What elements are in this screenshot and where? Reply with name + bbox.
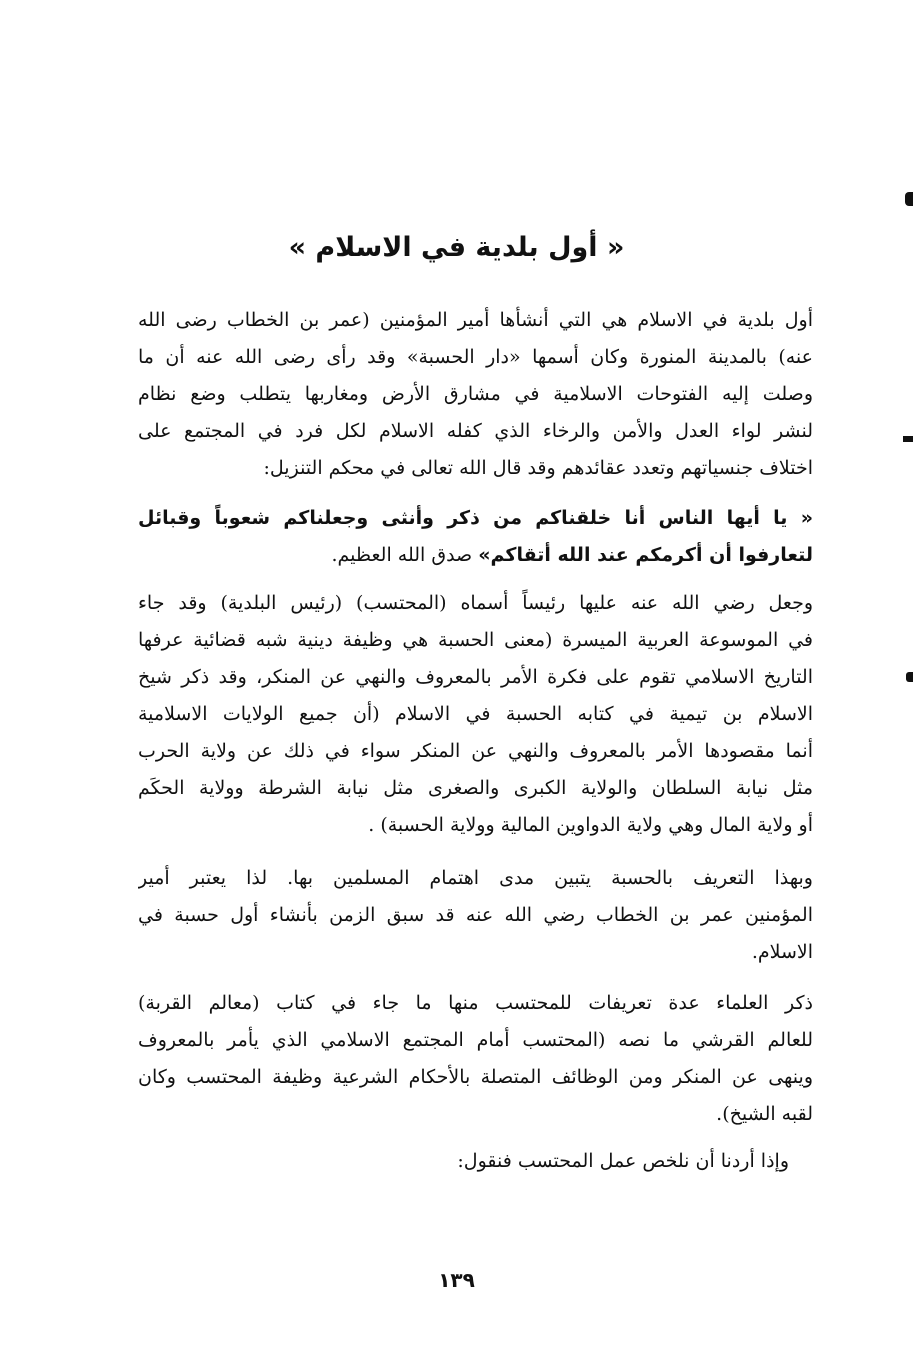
quote-line-2 xyxy=(138,537,813,574)
paragraph-1-line-4: لنشر لواء العدل والأمن والرخاء الذي كفله الاسلام لكل فرد في المجتمع على xyxy=(138,420,813,442)
paragraph-2-line-7: أو ولاية المال وهي ولاية الدواوين المالية وولاية الحسبة) . xyxy=(368,814,813,836)
scan-edge-mark-middle xyxy=(903,436,913,442)
paragraph-1-line-2: عنه) بالمدينة المنورة وكان أسمها «دار الحسبة» وقد رأى رضى الله عنه أن ما xyxy=(138,346,813,368)
paragraph-3-line-1: وبهذا التعريف بالحسبة يتبين مدى اهتمام المسلمين بها. لذا يعتبر أمير xyxy=(138,867,813,889)
paragraph-2-line-3: التاريخ الاسلامي تقوم على فكرة الأمر بالمعروف والنهي عن المنكر، وقد ذكر شيخ xyxy=(138,666,813,688)
quote-line-1: « يا أيها الناس أنا خلقناكم من ذكر وأنثى وجعلناكم شعوباً وقبائل xyxy=(138,507,813,529)
paragraph-3-line-2: المؤمنين عمر بن الخطاب رضي الله عنه قد سبق الزمن بأنشاء أول حسبة في xyxy=(138,904,813,926)
paragraph-5-line-1: وإذا أردنا أن نلخص عمل المحتسب فنقول: xyxy=(457,1150,789,1172)
paragraph-4-line-2: للعالم القرشي ما نصه (المحتسب أمام المجتمع الاسلامي الذي يأمر بالمعروف xyxy=(138,1029,813,1051)
paragraph-2-line-4: الاسلام بن تيمية في كتابه الحسبة في الاسلام (أن جميع الولايات الاسلامية xyxy=(138,703,813,725)
quran-quote xyxy=(138,500,813,574)
paragraph-2-line-6: مثل نيابة السلطان والولاية الكبرى والصغرى مثل نيابة الشرطة وولاية الحكَم xyxy=(138,777,813,799)
paragraph-2-line-2: في الموسوعة العربية الميسرة (معنى الحسبة هي وظيفة دينية شبه قضائية عرفها xyxy=(138,629,813,651)
scan-edge-mark-lower xyxy=(906,672,913,682)
scan-edge-mark-top xyxy=(905,192,913,206)
paragraph-1-line-5: اختلاف جنسياتهم وتعدد عقائدهم وقد قال الله تعالى في محكم التنزيل: xyxy=(263,457,813,479)
paragraph-4-line-4: لقبه الشيخ). xyxy=(716,1103,813,1125)
page-number: ١٣٩ xyxy=(438,1268,475,1292)
paragraph-3-line-3: الاسلام. xyxy=(751,941,813,963)
page-title: « أول بلدية في الاسلام » xyxy=(288,232,625,263)
paragraph-5 xyxy=(138,1143,813,1180)
paragraph-4 xyxy=(138,985,813,1133)
paragraph-1-line-1: أول بلدية في الاسلام هي التي أنشأها أمير المؤمنين (عمر بن الخطاب رضى الله xyxy=(138,309,813,331)
quote-line-2-bold: لتعارفوا أن أكرمكم عند الله أتقاكم» xyxy=(478,544,813,566)
paragraph-1-line-3: وصلت إليه الفتوحات الاسلامية في مشارق الأرض ومغاربها يتطلب وضع نظام xyxy=(138,383,813,405)
paragraph-4-line-1: ذكر العلماء عدة تعريفات للمحتسب منها ما جاء في كتاب (معالم القربة) xyxy=(138,992,813,1014)
paragraph-4-line-3: وينهى عن المنكر ومن الوظائف المتصلة بالأحكام الشرعية وظيفة المحتسب وكان xyxy=(138,1066,813,1088)
paragraph-2-line-5: أنما مقصودها الأمر بالمعروف والنهي عن المنكر سواء في ذلك عن ولاية الحرب xyxy=(138,740,813,762)
paragraph-2-line-1: وجعل رضي الله عنه عليها رئيساً أسماه (المحتسب) (رئيس البلدية) وقد جاء xyxy=(138,592,813,614)
paragraph-1 xyxy=(138,302,813,487)
quote-line-2-closing: صدق الله العظيم. xyxy=(331,544,479,566)
paragraph-2 xyxy=(138,585,813,844)
paragraph-3 xyxy=(138,860,813,971)
